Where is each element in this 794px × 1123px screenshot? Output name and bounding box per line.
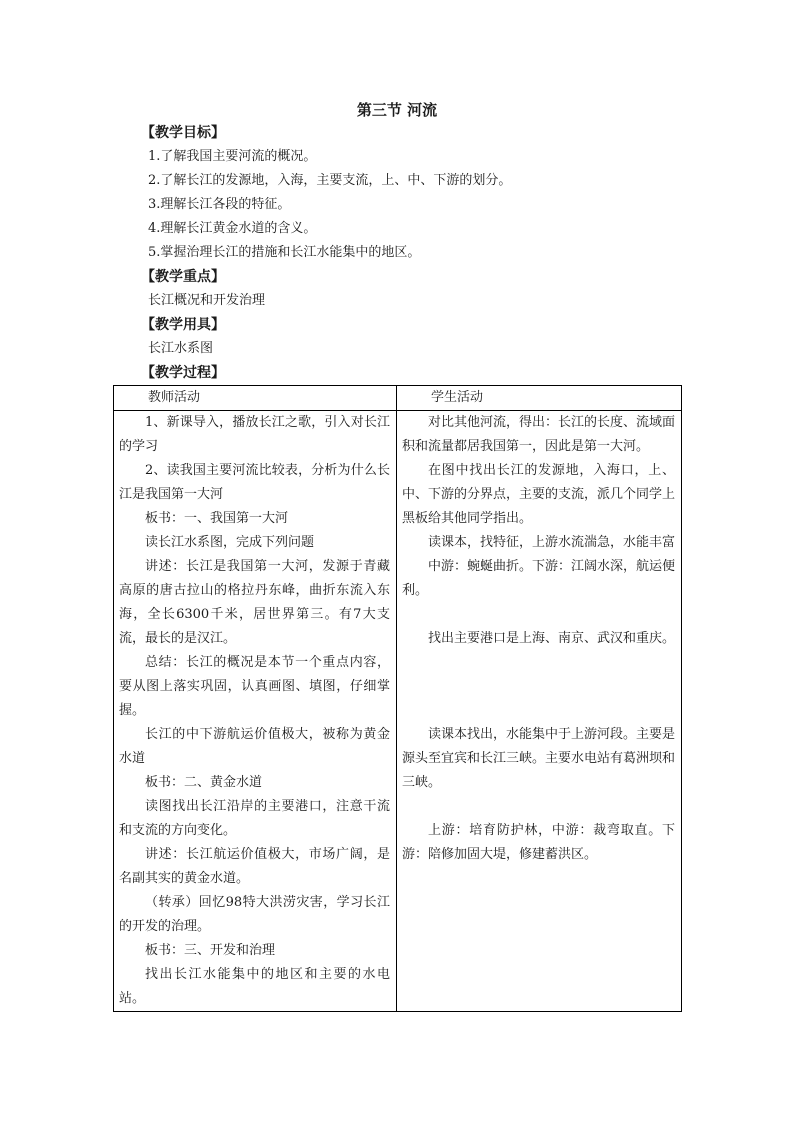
student-paragraph: 对比其他河流，得出：长江的长度、流域面积和流量都居我国第一，因此是第一大河。 <box>402 415 676 454</box>
table-header-row <box>114 386 682 411</box>
teacher-activities-cell <box>114 411 397 1012</box>
blank-line <box>402 651 675 675</box>
teacher-paragraph: 读长江水系图，完成下列问题 <box>145 535 315 550</box>
process-heading: 【教学过程】 <box>141 365 225 381</box>
teacher-paragraph: 长江的中下游航运价值极大，被称为黄金水道 <box>119 727 390 766</box>
teacher-paragraph: 2、读我国主要河流比较表，分析为什么长江是我国第一大河 <box>119 463 390 502</box>
student-header-label: 学生活动 <box>431 390 484 405</box>
teacher-paragraph: 总结：长江的概况是本节一个重点内容，要从图上落实巩固，认真画图、填图，仔细掌握。 <box>119 655 390 718</box>
teacher-column-header <box>114 386 397 411</box>
teacher-paragraph: 1、新课导入，播放长江之歌，引入对长江的学习 <box>119 415 390 454</box>
tools-text: 长江水系图 <box>148 341 214 356</box>
goals-heading: 【教学目标】 <box>141 125 225 141</box>
focus-heading: 【教学重点】 <box>141 269 225 285</box>
teacher-paragraph: 讲述：长江航运价值极大，市场广阔，是名副其实的黄金水道。 <box>119 847 390 886</box>
teacher-paragraph: 读图找出长江沿岸的主要港口，注意干流和支流的方向变化。 <box>119 799 390 838</box>
student-paragraph: 上游：培育防护林，中游：裁弯取直。下游：陪修加固大堤，修建蓄洪区。 <box>402 823 675 862</box>
tools-heading: 【教学用具】 <box>141 317 225 333</box>
teacher-paragraph: 讲述：长江是我国第一大河，发源于青藏高原的唐古拉山的格拉丹东峰，曲折东流入东海，全长6300千米，居世界第三。有7大支流，最长的是汉江。 <box>119 559 390 646</box>
goal-item: 2.了解长江的发源地，入海，主要支流，上、中、下游的划分。 <box>148 173 512 188</box>
teacher-paragraph: 板书：二、黄金水道 <box>145 775 263 790</box>
student-paragraph: 在图中找出长江的发源地，入海口，上、中、下游的分界点，主要的支流，派几个同学上黑板给其他同学指出。 <box>402 463 676 526</box>
goal-item: 3.理解长江各段的特征。 <box>148 197 291 212</box>
blank-line <box>402 699 675 723</box>
page-title: 第三节 河流 <box>356 101 438 119</box>
table-row <box>114 411 682 1012</box>
focus-text: 长江概况和开发治理 <box>148 293 266 308</box>
blank-line <box>402 603 675 627</box>
student-activities-cell <box>397 411 682 1012</box>
process-table <box>113 385 682 1012</box>
student-paragraph: 读课本找出，水能集中于上游河段。主要是源头至宜宾和长江三峡。主要水电站有葛洲坝和三峡。 <box>402 727 676 790</box>
student-paragraph: 读课本，找特征，上游水流湍急，水能丰富 <box>428 535 676 550</box>
teacher-paragraph: 板书：一、我国第一大河 <box>145 511 289 526</box>
student-paragraph: 找出主要港口是上海、南京、武汉和重庆。 <box>428 631 676 646</box>
goal-item: 5.掌握治理长江的措施和长江水能集中的地区。 <box>148 245 421 260</box>
goal-item: 1.了解我国主要河流的概况。 <box>148 149 317 164</box>
teacher-header-label: 教师活动 <box>148 390 201 405</box>
goal-item: 4.理解长江黄金水道的含义。 <box>148 221 317 236</box>
teacher-paragraph: 板书：三、开发和治理 <box>145 943 276 958</box>
teacher-paragraph: 找出长江水能集中的地区和主要的水电站。 <box>119 967 390 1006</box>
blank-line <box>402 795 675 819</box>
student-paragraph: 中游：蜿蜒曲折。下游：江阔水深，航运便利。 <box>402 559 676 598</box>
teacher-paragraph: （转承）回忆98特大洪涝灾害，学习长江的开发的治理。 <box>119 895 390 934</box>
blank-line <box>402 675 675 699</box>
student-column-header <box>397 386 682 411</box>
